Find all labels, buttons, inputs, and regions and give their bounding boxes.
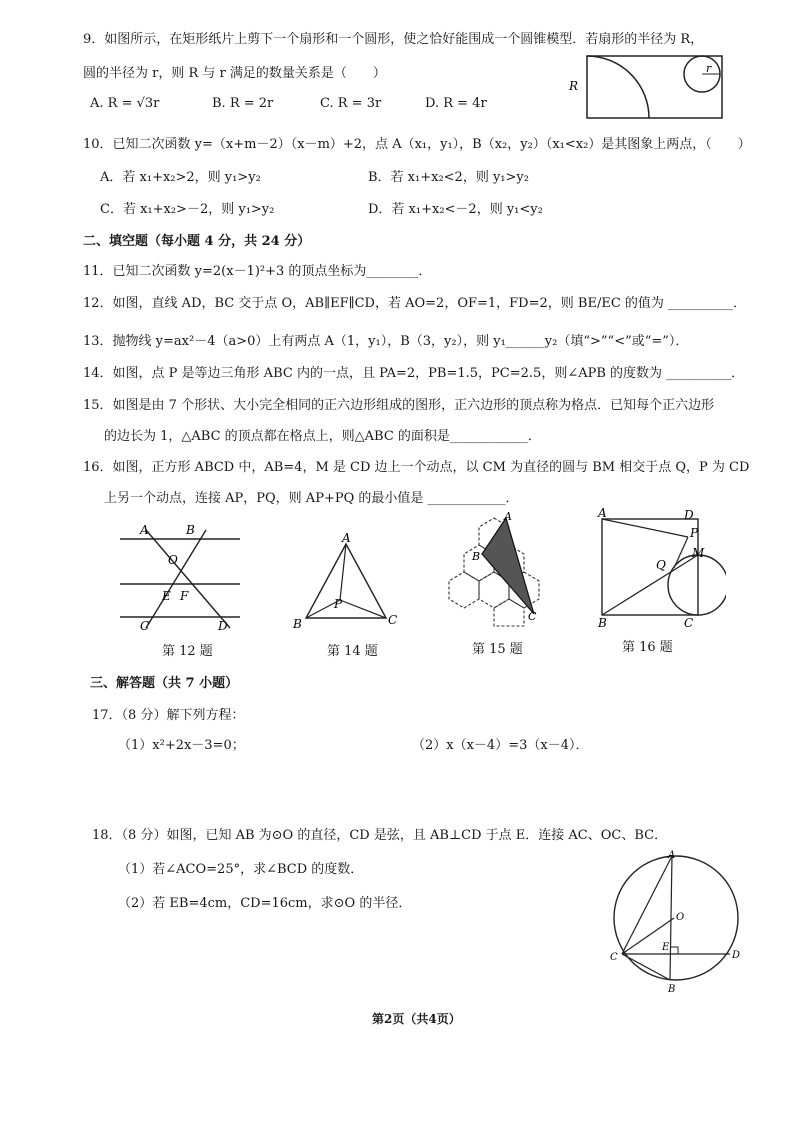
q9-label-R: R — [569, 79, 579, 93]
q13: 13．抛物线 y=ax²－4（a>0）上有两点 A（1，y₁），B（3，y₂），则 y₁______y₂（填“>”“<”或“=”）． — [83, 334, 689, 349]
q16-line1: 16．如图，正方形 ABCD 中，AB=4，M 是 CD 边上一个动点，以 CM 为直径的圆与 BM 相交于点 Q，P 为 CD — [83, 460, 750, 475]
fig16-label-q: Q — [656, 558, 666, 572]
fig16-label-m: M — [692, 546, 705, 560]
figure-16 — [592, 505, 726, 629]
q9-line2: 圆的半径为 r，则 R 与 r 满足的数量关系是（ ） — [83, 66, 386, 81]
q9-option-c: C. R = 3r — [320, 96, 382, 111]
fig18-label-b: B — [668, 984, 676, 994]
fig14-label-p: P — [334, 597, 343, 611]
q9-option-d: D. R = 4r — [425, 96, 487, 111]
fig12-label-a: A — [140, 523, 149, 537]
fig18-label-o: O — [676, 912, 685, 923]
fig16-label-p: P — [690, 526, 699, 540]
caption-16: 第 16 题 — [622, 640, 673, 655]
q17-stem: 17．（8 分）解下列方程： — [92, 708, 245, 723]
fig15-label-b: B — [472, 550, 481, 563]
fig16-label-d: D — [684, 508, 694, 522]
q9-option-a: A. R = √3r — [90, 96, 160, 111]
fig18-label-e: E — [662, 942, 670, 953]
fig14-label-b: B — [293, 617, 302, 631]
q9-figure — [565, 50, 725, 122]
fig16-label-b: B — [598, 616, 607, 629]
q12: 12．如图，直线 AD，BC 交于点 O，AB∥EF∥CD，若 AO=2，OF=1，FD=2，则 BE/EC 的值为 __________． — [83, 296, 747, 311]
q15-line2: 的边长为 1，△ABC 的顶点都在格点上，则△ABC 的面积是____________． — [104, 429, 541, 444]
q16-line2: 上另一个动点，连接 AP，PQ，则 AP+PQ 的最小值是 ____________． — [104, 491, 519, 506]
figure-18 — [604, 846, 754, 994]
page-footer: 第2页（共4页） — [372, 1012, 461, 1026]
q18-part2: （2）若 EB=4cm，CD=16cm，求⊙O 的半径． — [118, 896, 412, 911]
fig18-label-d: D — [732, 950, 741, 961]
q14: 14．如图，点 P 是等边三角形 ABC 内的一点，且 PA=2，PB=1.5，PC=2.5，则∠APB 的度数为 __________． — [83, 366, 745, 381]
caption-15: 第 15 题 — [472, 642, 523, 657]
q17-part2: （2）x（x－4）=3（x－4）． — [412, 738, 589, 753]
q9-option-b: B. R = 2r — [212, 96, 274, 111]
fig18-label-c: C — [610, 952, 618, 963]
fig12-label-o: O — [168, 553, 178, 567]
figure-12 — [118, 522, 244, 634]
caption-12: 第 12 题 — [162, 644, 213, 659]
fig14-label-c: C — [388, 613, 398, 627]
q11: 11．已知二次函数 y=2(x－1)²+3 的顶点坐标为________． — [83, 264, 432, 279]
fig16-label-a: A — [598, 506, 607, 520]
q10-option-a: A．若 x₁+x₂>2，则 y₁>y₂ — [100, 170, 261, 185]
fig12-label-f: F — [180, 589, 189, 603]
fig15-label-c: C — [528, 610, 537, 623]
section-2-heading: 二、填空题（每小题 4 分，共 24 分） — [83, 234, 311, 249]
figure-15 — [440, 510, 550, 628]
fig14-label-a: A — [342, 531, 351, 545]
q17-part1: （1）x²+2x－3=0； — [118, 738, 245, 753]
section-3-heading: 三、解答题（共 7 小题） — [90, 676, 239, 691]
fig18-label-a: A — [668, 850, 676, 861]
q10-option-d: D．若 x₁+x₂<－2，则 y₁<y₂ — [368, 202, 543, 217]
fig12-label-e: E — [162, 589, 171, 603]
q9-line1: 9．如图所示，在矩形纸片上剪下一个扇形和一个圆形，使之恰好能围成一个圆锥模型．若扇形的半径为 R， — [83, 32, 704, 47]
q18-part1: （1）若∠ACO=25°，求∠BCD 的度数． — [118, 862, 364, 877]
fig12-label-b: B — [186, 523, 195, 537]
q10-line1: 10．已知二次函数 y=（x+m－2）（x－m）+2，点 A（x₁，y₁），B（x₂，y₂）（x₁<x₂）是其图象上两点，（ ） — [83, 137, 751, 152]
fig15-label-a: A — [504, 510, 512, 523]
q9-label-r: r — [706, 62, 712, 75]
fig12-label-d: D — [218, 619, 228, 633]
fig16-label-c: C — [684, 616, 694, 629]
q15-line1: 15．如图是由 7 个形状、大小完全相同的正六边形组成的图形，正六边形的顶点称为格点．已知每个正六边形 — [83, 398, 715, 413]
fig12-label-c: C — [140, 619, 150, 633]
figure-14 — [288, 530, 404, 634]
q10-option-c: C．若 x₁+x₂>－2，则 y₁>y₂ — [100, 202, 275, 217]
caption-14: 第 14 题 — [327, 644, 378, 659]
q18-stem: 18．（8 分）如图，已知 AB 为⊙O 的直径，CD 是弦，且 AB⊥CD 于点 E．连接 AC、OC、BC． — [92, 828, 668, 843]
q10-option-b: B．若 x₁+x₂<2，则 y₁>y₂ — [368, 170, 529, 185]
